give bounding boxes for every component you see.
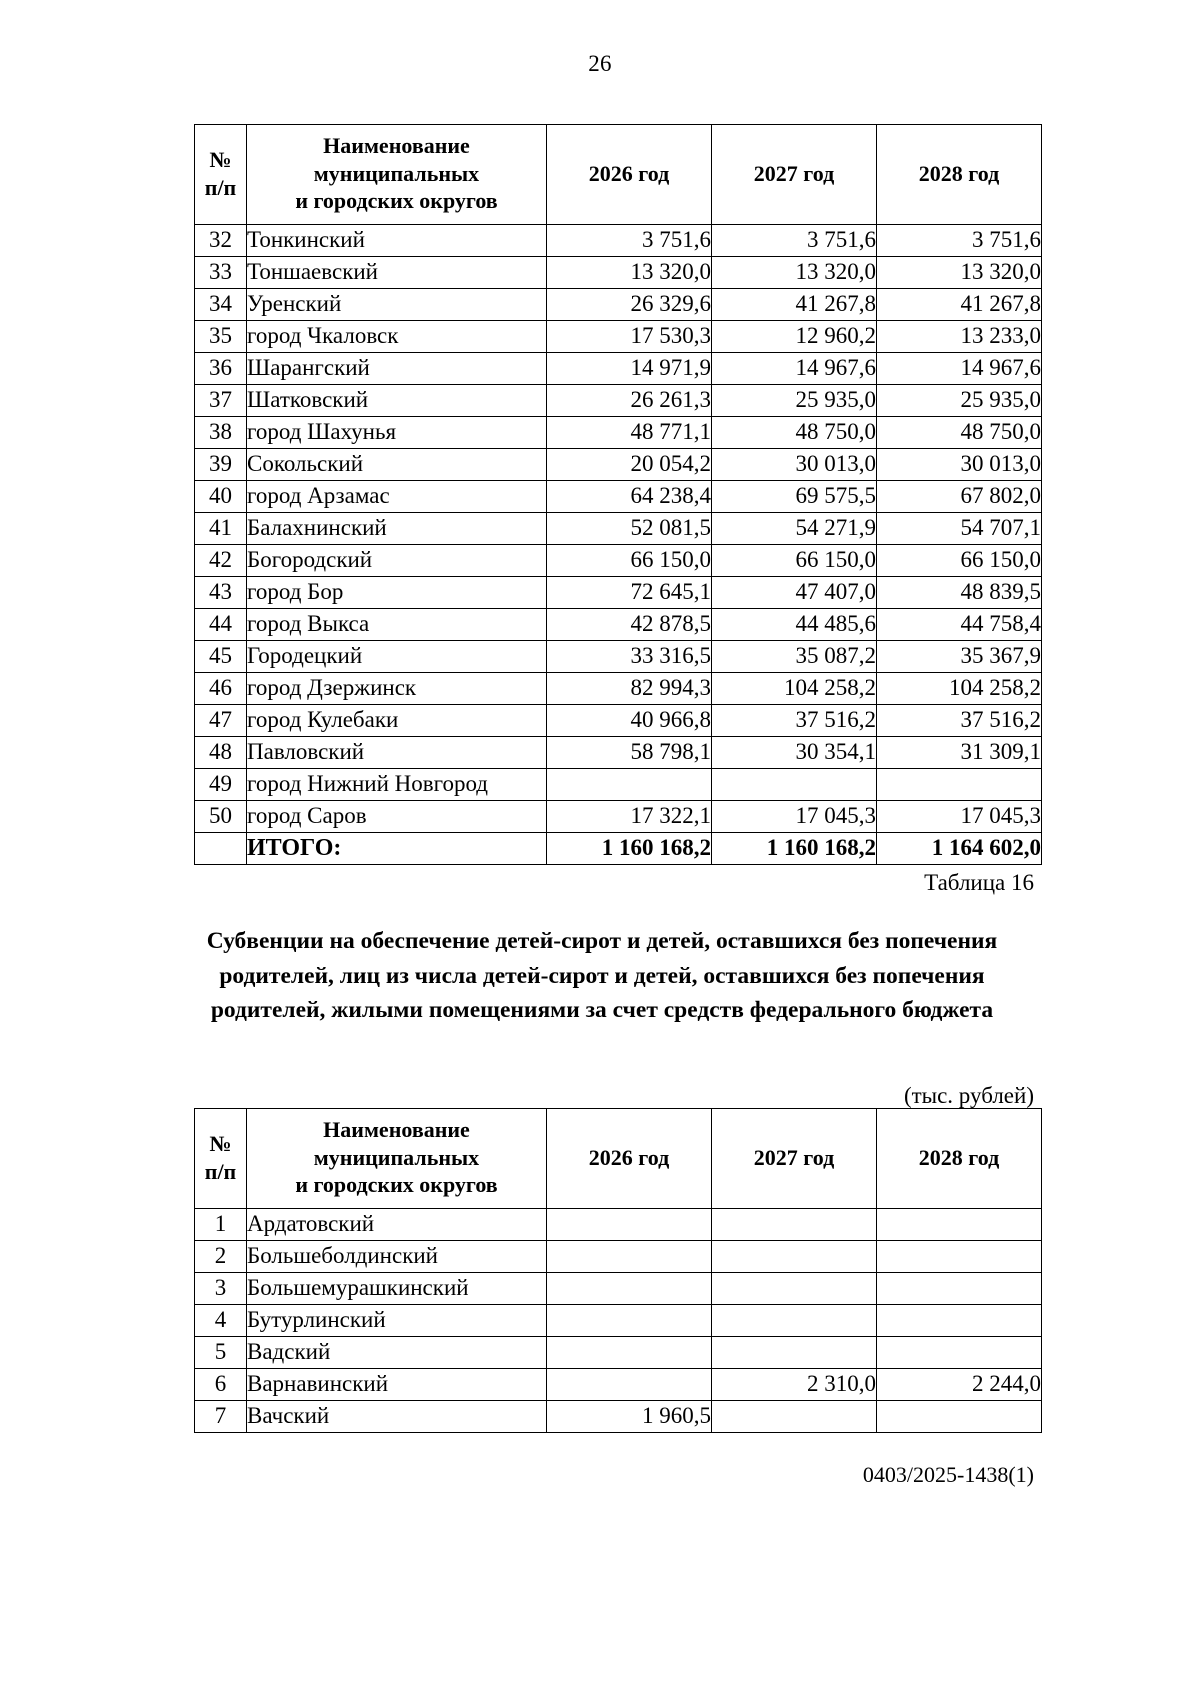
row-cell-2028: 67 802,0 (877, 481, 1042, 513)
row-cell-2028: 1 164 602,0 (877, 833, 1042, 865)
row-cell-2027 (712, 1241, 877, 1273)
row-cell-2028: 13 233,0 (877, 321, 1042, 353)
row-cell-2028 (877, 1209, 1042, 1241)
row-cell-name: Варнавинский (247, 1369, 547, 1401)
row-cell-2026: 1 960,5 (547, 1401, 712, 1433)
column-header-year-2028: 2028 год (877, 1109, 1042, 1209)
row-cell-2027 (712, 1273, 877, 1305)
row-cell-number: 7 (195, 1401, 247, 1433)
row-cell-number: 38 (195, 417, 247, 449)
row-cell-2027 (712, 769, 877, 801)
row-cell-number: 5 (195, 1337, 247, 1369)
table-row (195, 257, 1042, 289)
table-header (195, 1109, 1042, 1209)
row-cell-number: 48 (195, 737, 247, 769)
table-row (195, 1209, 1042, 1241)
table-row (195, 353, 1042, 385)
row-cell-number: 36 (195, 353, 247, 385)
table-row (195, 1401, 1042, 1433)
row-cell-2026: 3 751,6 (547, 225, 712, 257)
column-header-name-line1: Наименование (323, 1117, 470, 1142)
row-cell-2028: 104 258,2 (877, 673, 1042, 705)
row-cell-2027 (712, 1401, 877, 1433)
units-note: (тыс. рублей) (903, 1083, 1034, 1108)
table-row (195, 449, 1042, 481)
row-cell-number: 3 (195, 1273, 247, 1305)
row-cell-name: город Чкаловск (247, 321, 547, 353)
row-cell-2027: 48 750,0 (712, 417, 877, 449)
row-cell-name: Вачский (247, 1401, 547, 1433)
row-cell-2026: 42 878,5 (547, 609, 712, 641)
table-body (195, 225, 1042, 865)
row-cell-name: город Бор (247, 577, 547, 609)
row-cell-2028 (877, 1401, 1042, 1433)
row-cell-2028: 48 750,0 (877, 417, 1042, 449)
row-cell-2028: 48 839,5 (877, 577, 1042, 609)
row-cell-2027 (712, 1337, 877, 1369)
row-cell-name: город Нижний Новгород (247, 769, 547, 801)
row-cell-2028: 54 707,1 (877, 513, 1042, 545)
table-row (195, 225, 1042, 257)
table-row (195, 1337, 1042, 1369)
row-cell-2026: 26 261,3 (547, 385, 712, 417)
row-cell-name: Шатковский (247, 385, 547, 417)
column-header-name-line3: и городских округов (295, 1172, 498, 1198)
row-cell-number: 2 (195, 1241, 247, 1273)
column-header-year-2027: 2027 год (712, 1109, 877, 1209)
column-header-number-line2: п/п (204, 1158, 237, 1184)
row-cell-2026: 64 238,4 (547, 481, 712, 513)
table-row (195, 545, 1042, 577)
row-cell-2026: 17 530,3 (547, 321, 712, 353)
row-cell-name: город Арзамас (247, 481, 547, 513)
column-header-number (195, 1109, 247, 1209)
column-header-number-line2: п/п (204, 174, 237, 200)
row-cell-name: Балахнинский (247, 513, 547, 545)
column-header-name-line3: и городских округов (295, 188, 498, 214)
row-cell-2027: 2 310,0 (712, 1369, 877, 1401)
subventions-federal-table (194, 1108, 1042, 1433)
row-cell-2026 (547, 1241, 712, 1273)
row-cell-2027: 12 960,2 (712, 321, 877, 353)
table-header-row (195, 125, 1042, 225)
row-cell-name: Богородский (247, 545, 547, 577)
row-cell-number: 43 (195, 577, 247, 609)
row-cell-2026: 52 081,5 (547, 513, 712, 545)
row-cell-2028: 37 516,2 (877, 705, 1042, 737)
row-cell-number: 35 (195, 321, 247, 353)
column-header-name (247, 1109, 547, 1209)
table-1-container (194, 124, 1042, 865)
row-cell-name: Большеболдинский (247, 1241, 547, 1273)
row-cell-2026: 17 322,1 (547, 801, 712, 833)
column-header-number (195, 125, 247, 225)
row-cell-number: 41 (195, 513, 247, 545)
table-row (195, 1241, 1042, 1273)
row-cell-name: Ардатовский (247, 1209, 547, 1241)
row-cell-number: 4 (195, 1305, 247, 1337)
row-cell-name: Шарангский (247, 353, 547, 385)
table-2-container (194, 1108, 1042, 1433)
row-cell-number (195, 833, 247, 865)
table-row (195, 577, 1042, 609)
table-header (195, 125, 1042, 225)
table-row (195, 321, 1042, 353)
row-cell-2028: 3 751,6 (877, 225, 1042, 257)
row-cell-2027: 66 150,0 (712, 545, 877, 577)
row-cell-2027: 69 575,5 (712, 481, 877, 513)
row-cell-2027: 37 516,2 (712, 705, 877, 737)
row-cell-name: город Саров (247, 801, 547, 833)
row-cell-name: Павловский (247, 737, 547, 769)
subventions-table-continued (194, 124, 1042, 865)
row-cell-2026: 58 798,1 (547, 737, 712, 769)
table-row (195, 673, 1042, 705)
row-cell-2028: 66 150,0 (877, 545, 1042, 577)
row-cell-2026: 13 320,0 (547, 257, 712, 289)
row-cell-2026 (547, 1305, 712, 1337)
row-cell-2026: 82 994,3 (547, 673, 712, 705)
row-cell-2026 (547, 769, 712, 801)
row-cell-number: 46 (195, 673, 247, 705)
row-cell-number: 45 (195, 641, 247, 673)
row-cell-2027: 47 407,0 (712, 577, 877, 609)
row-cell-number: 39 (195, 449, 247, 481)
row-cell-number: 33 (195, 257, 247, 289)
row-cell-2027: 13 320,0 (712, 257, 877, 289)
row-cell-2028: 17 045,3 (877, 801, 1042, 833)
column-header-name (247, 125, 547, 225)
row-cell-2026: 72 645,1 (547, 577, 712, 609)
row-cell-name: город Выкса (247, 609, 547, 641)
table-total-row (195, 833, 1042, 865)
section-heading: Субвенции на обеспечение детей-сирот и детей, оставшихся без попечения родителей, лиц из числа детей-сирот и детей, оставшихся без попечения родителей, жилыми помещениями за счет средств федерального бюджета (206, 928, 998, 1024)
row-cell-number: 50 (195, 801, 247, 833)
row-cell-number: 6 (195, 1369, 247, 1401)
row-cell-2026 (547, 1273, 712, 1305)
row-cell-name: Тоншаевский (247, 257, 547, 289)
row-cell-2027: 30 013,0 (712, 449, 877, 481)
row-cell-2028: 44 758,4 (877, 609, 1042, 641)
table-row (195, 769, 1042, 801)
row-cell-number: 32 (195, 225, 247, 257)
table-row (195, 609, 1042, 641)
table-row (195, 1305, 1042, 1337)
row-cell-2027: 17 045,3 (712, 801, 877, 833)
page-number: 26 (588, 51, 612, 76)
column-header-year-2026: 2026 год (547, 1109, 712, 1209)
row-cell-2027: 104 258,2 (712, 673, 877, 705)
column-header-number-line1: № (209, 1130, 232, 1156)
row-cell-2026: 26 329,6 (547, 289, 712, 321)
row-cell-2028: 35 367,9 (877, 641, 1042, 673)
row-cell-name: Тонкинский (247, 225, 547, 257)
row-cell-2027 (712, 1209, 877, 1241)
row-cell-number: 40 (195, 481, 247, 513)
row-cell-2027: 35 087,2 (712, 641, 877, 673)
table-row (195, 289, 1042, 321)
table-header-row (195, 1109, 1042, 1209)
row-cell-2027 (712, 1305, 877, 1337)
row-cell-2027: 14 967,6 (712, 353, 877, 385)
table-row (195, 417, 1042, 449)
row-cell-2027: 1 160 168,2 (712, 833, 877, 865)
row-cell-2026: 14 971,9 (547, 353, 712, 385)
row-cell-name: Городецкий (247, 641, 547, 673)
row-cell-number: 44 (195, 609, 247, 641)
row-cell-name: Уренский (247, 289, 547, 321)
row-cell-2028: 13 320,0 (877, 257, 1042, 289)
row-cell-2028 (877, 1273, 1042, 1305)
row-cell-2027: 41 267,8 (712, 289, 877, 321)
table-row (195, 1273, 1042, 1305)
row-cell-2028: 30 013,0 (877, 449, 1042, 481)
row-cell-2028: 25 935,0 (877, 385, 1042, 417)
row-cell-2028 (877, 1337, 1042, 1369)
row-cell-2027: 25 935,0 (712, 385, 877, 417)
row-cell-2027: 54 271,9 (712, 513, 877, 545)
column-header-year-2028: 2028 год (877, 125, 1042, 225)
column-header-name-line2: муниципальных (313, 1144, 480, 1170)
row-cell-number: 1 (195, 1209, 247, 1241)
table-row (195, 705, 1042, 737)
row-cell-2028 (877, 1241, 1042, 1273)
row-cell-name: Бутурлинский (247, 1305, 547, 1337)
document-footer-code: 0403/2025-1438(1) (862, 1462, 1034, 1487)
column-header-year-2026: 2026 год (547, 125, 712, 225)
row-cell-number: 47 (195, 705, 247, 737)
table-row (195, 1369, 1042, 1401)
row-cell-name: ИТОГО: (247, 833, 547, 865)
table-row (195, 801, 1042, 833)
row-cell-2026: 20 054,2 (547, 449, 712, 481)
row-cell-2028 (877, 769, 1042, 801)
row-cell-name: Сокольский (247, 449, 547, 481)
row-cell-2028: 31 309,1 (877, 737, 1042, 769)
row-cell-name: Вадский (247, 1337, 547, 1369)
row-cell-2026: 66 150,0 (547, 545, 712, 577)
row-cell-2027: 30 354,1 (712, 737, 877, 769)
column-header-year-2027: 2027 год (712, 125, 877, 225)
column-header-number-line1: № (209, 146, 232, 172)
row-cell-2027: 44 485,6 (712, 609, 877, 641)
column-header-name-line1: Наименование (323, 133, 470, 158)
row-cell-name: город Кулебаки (247, 705, 547, 737)
table-row (195, 385, 1042, 417)
row-cell-2028: 14 967,6 (877, 353, 1042, 385)
row-cell-2026: 33 316,5 (547, 641, 712, 673)
row-cell-number: 42 (195, 545, 247, 577)
row-cell-2027: 3 751,6 (712, 225, 877, 257)
row-cell-2026 (547, 1337, 712, 1369)
row-cell-2026: 40 966,8 (547, 705, 712, 737)
table-row (195, 641, 1042, 673)
row-cell-2028: 2 244,0 (877, 1369, 1042, 1401)
row-cell-2026 (547, 1209, 712, 1241)
row-cell-number: 37 (195, 385, 247, 417)
table-16-caption: Таблица 16 (924, 870, 1034, 895)
row-cell-2026: 1 160 168,2 (547, 833, 712, 865)
row-cell-number: 34 (195, 289, 247, 321)
row-cell-name: город Дзержинск (247, 673, 547, 705)
column-header-name-line2: муниципальных (313, 160, 480, 186)
row-cell-2028 (877, 1305, 1042, 1337)
table-row (195, 481, 1042, 513)
table-row (195, 737, 1042, 769)
table-body (195, 1209, 1042, 1433)
row-cell-2026: 48 771,1 (547, 417, 712, 449)
row-cell-2026 (547, 1369, 712, 1401)
table-row (195, 513, 1042, 545)
row-cell-number: 49 (195, 769, 247, 801)
row-cell-name: Большемурашкинский (247, 1273, 547, 1305)
row-cell-2028: 41 267,8 (877, 289, 1042, 321)
row-cell-name: город Шахунья (247, 417, 547, 449)
